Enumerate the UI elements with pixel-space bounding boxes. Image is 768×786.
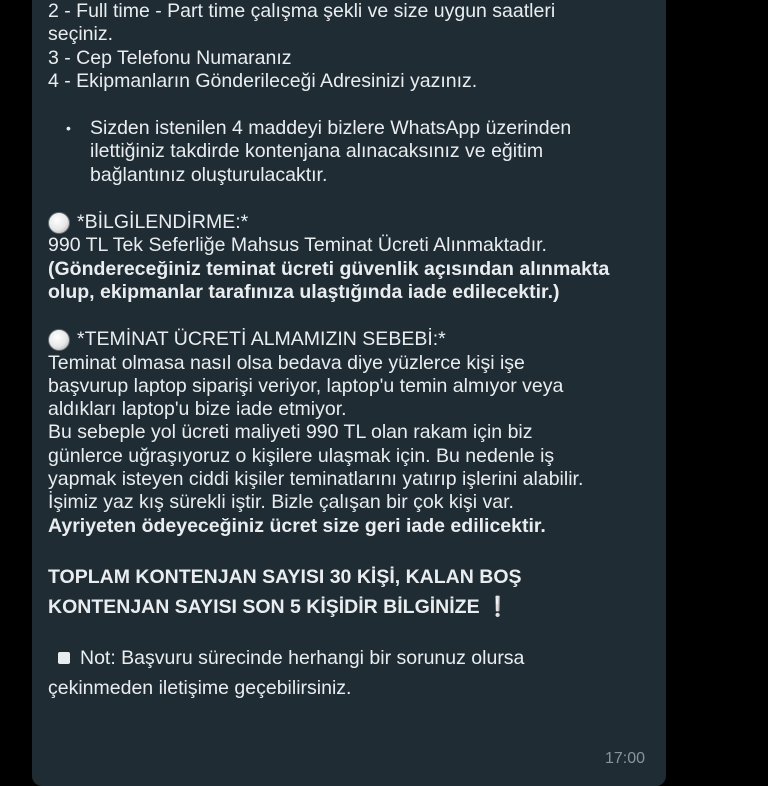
bullet-line: bağlantınız oluşturulacaktır.: [90, 163, 328, 186]
text-line: İşimiz yaz kış sürekli iştir. Bizle çalışan bir çok kişi var.: [48, 491, 514, 514]
text-line: başvurup laptop siparişi veriyor, laptop'u temin almıyor veya: [48, 374, 564, 397]
quota-text: KONTENJAN SAYISI SON 5 KİŞİDİR BİLGİNİZE: [48, 595, 480, 618]
bullet-item: [48, 117, 658, 187]
exclamation-icon: ❕: [485, 595, 510, 618]
message-timestamp: 17:00: [605, 750, 646, 767]
text-line: Bu sebeple yol ücreti maliyeti 990 TL olan rakam için biz: [48, 421, 533, 444]
bold-line: (Göndereceğiniz teminat ücreti güvenlik açısından alınmakta: [48, 257, 610, 280]
white-circle-icon: [48, 329, 70, 351]
section-title: *BİLGİLENDİRME:*: [77, 211, 249, 234]
note-line: çekinmeden iletişime geçebilirsiniz.: [48, 676, 352, 699]
quota-line: [48, 592, 658, 622]
text-line: günlerce uğraşıyoruz o kişilere ulaşmak için. Bu nedenle iş: [48, 444, 555, 467]
bullet-line: Sizden istenilen 4 maddeyi bizlere WhatsApp üzerinden: [90, 117, 572, 140]
bullet-dot-icon: •: [66, 120, 71, 137]
section-title: *TEMİNAT ÜCRETİ ALMAMIZIN SEBEBİ:*: [77, 328, 446, 351]
white-square-icon: [58, 652, 70, 664]
message-content: [48, 0, 658, 703]
quota-line: TOPLAM KONTENJAN SAYISI 30 KİŞİ, KALAN BOŞ: [48, 565, 522, 588]
text-line: 2 - Full time - Part time çalışma şekli ve size uygun saatleri: [48, 0, 556, 22]
text-line: aldıkları laptop'u bize iade etmiyor.: [48, 398, 347, 421]
note-text: Not: Başvuru sürecinde herhangi bir sorunuz olursa: [80, 646, 525, 669]
text-line: 3 - Cep Telefonu Numaranız: [48, 46, 292, 69]
text-line: seçiniz.: [48, 23, 114, 46]
note-line: [48, 643, 658, 673]
white-circle-icon: [48, 212, 70, 234]
text-line: yapmak isteyen ciddi kişiler teminatlarını yatırıp işlerini alabilir.: [48, 468, 584, 491]
section-heading-bilgilendirme: [48, 211, 658, 234]
text-line: Teminat olmasa nasıl olsa bedava diye yüzlerce kişi işe: [48, 351, 525, 374]
bold-line: olup, ekipmanlar tarafınıza ulaştığında iade edilecektir.): [48, 280, 560, 303]
text-line: 4 - Ekipmanların Gönderileceği Adresinizi yazınız.: [48, 69, 478, 92]
bold-line: Ayriyeten ödeyeceğiniz ücret size geri iade edilicektir.: [48, 514, 546, 537]
bullet-line: ilettiğiniz takdirde kontenjana alınacaksınız ve eğitim: [90, 140, 544, 163]
section-heading-teminat: [48, 328, 658, 351]
text-line: 990 TL Tek Seferliğe Mahsus Teminat Ücreti Alınmaktadır.: [48, 234, 547, 257]
